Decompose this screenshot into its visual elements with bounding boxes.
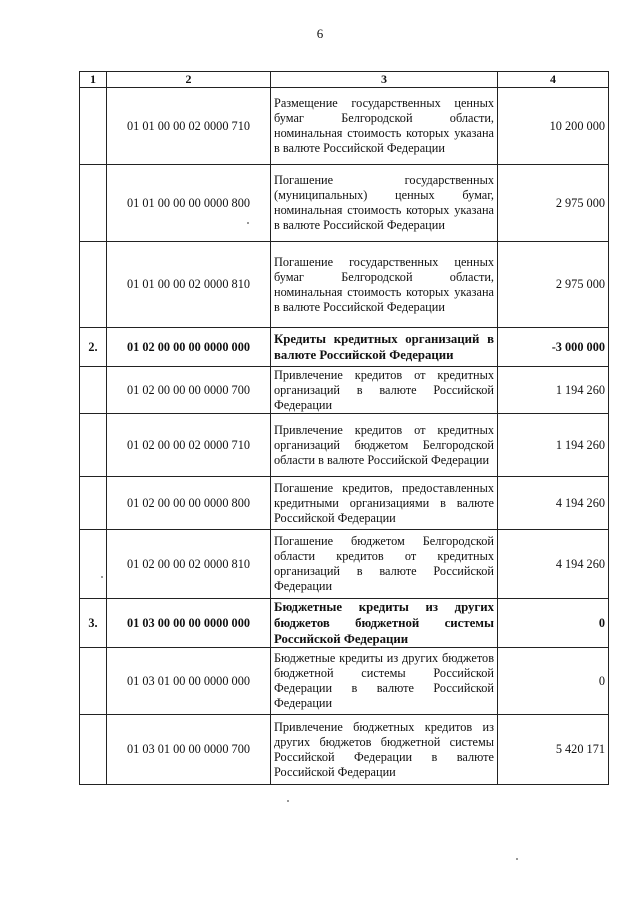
row-amount: 0 [498,599,609,648]
column-header-3: 3 [271,72,498,88]
scan-speck [101,576,103,578]
row-amount: 1 194 260 [498,414,609,477]
budget-code: 01 02 00 00 00 0000 000 [107,328,271,367]
table-row [80,648,609,715]
table-row [80,367,609,414]
row-description: Погашение государственных ценных бумаг Белгородской области, номинальная стоимость которых указана в валюте Российской Федерации [271,242,498,328]
row-description: Привлечение кредитов от кредитных организаций в валюте Российской Федерации [271,367,498,414]
row-number [80,367,107,414]
budget-code: 01 03 00 00 00 0000 000 [107,599,271,648]
row-amount: 1 194 260 [498,367,609,414]
row-description: Погашение государственных (муниципальных) ценных бумаг, номинальная стоимость которых указана в валюте Российской Федерации [271,165,498,242]
scan-speck [516,858,518,860]
table-row [80,414,609,477]
table-row [80,530,609,599]
budget-code: 01 03 01 00 00 0000 000 [107,648,271,715]
row-description: Бюджетные кредиты из других бюджетов бюджетной системы Российской Федерации [271,599,498,648]
section-number: 2. [80,328,107,367]
row-number [80,530,107,599]
table-header-row [80,72,609,88]
budget-code: 01 03 01 00 00 0000 700 [107,715,271,785]
table-row [80,88,609,165]
row-description: Погашение бюджетом Белгородской области кредитов от кредитных организаций в валюте Российской Федерации [271,530,498,599]
table-row [80,242,609,328]
budget-code: 01 02 00 00 02 0000 710 [107,414,271,477]
budget-code: 01 02 00 00 00 0000 800 [107,477,271,530]
row-amount: 10 200 000 [498,88,609,165]
row-description: Привлечение бюджетных кредитов из других бюджетов бюджетной системы Российской Федерации в валюте Российской Федерации [271,715,498,785]
row-amount: -3 000 000 [498,328,609,367]
row-number [80,414,107,477]
budget-code: 01 01 00 00 02 0000 710 [107,88,271,165]
row-description: Кредиты кредитных организаций в валюте Российской Федерации [271,328,498,367]
row-number [80,648,107,715]
scan-speck [247,222,249,224]
budget-code: 01 02 00 00 00 0000 700 [107,367,271,414]
row-amount: 2 975 000 [498,242,609,328]
column-header-1: 1 [80,72,107,88]
table-section-row [80,328,609,367]
row-amount: 4 194 260 [498,530,609,599]
budget-code: 01 01 00 00 00 0000 800 [107,165,271,242]
row-number [80,242,107,328]
row-number [80,165,107,242]
section-number: 3. [80,599,107,648]
row-number [80,715,107,785]
row-description: Размещение государственных ценных бумаг Белгородской области, номинальная стоимость которых указана в валюте Российской Федерации [271,88,498,165]
row-amount: 5 420 171 [498,715,609,785]
table-row [80,165,609,242]
row-number [80,477,107,530]
row-description: Привлечение кредитов от кредитных организаций бюджетом Белгородской области в валюте Российской Федерации [271,414,498,477]
budget-code: 01 01 00 00 02 0000 810 [107,242,271,328]
row-amount: 0 [498,648,609,715]
row-description: Погашение кредитов, предоставленных кредитными организациями в валюте Российской Федерации [271,477,498,530]
table-row [80,715,609,785]
budget-sources-table [79,71,609,785]
column-header-4: 4 [498,72,609,88]
budget-code: 01 02 00 00 02 0000 810 [107,530,271,599]
row-number [80,88,107,165]
row-amount: 2 975 000 [498,165,609,242]
column-header-2: 2 [107,72,271,88]
table-row [80,477,609,530]
table-section-row [80,599,609,648]
row-amount: 4 194 260 [498,477,609,530]
scan-speck [287,800,289,802]
page-number: 6 [316,26,324,41]
row-description: Бюджетные кредиты из других бюджетов бюджетной системы Российской Федерации в валюте Российской Федерации [271,648,498,715]
